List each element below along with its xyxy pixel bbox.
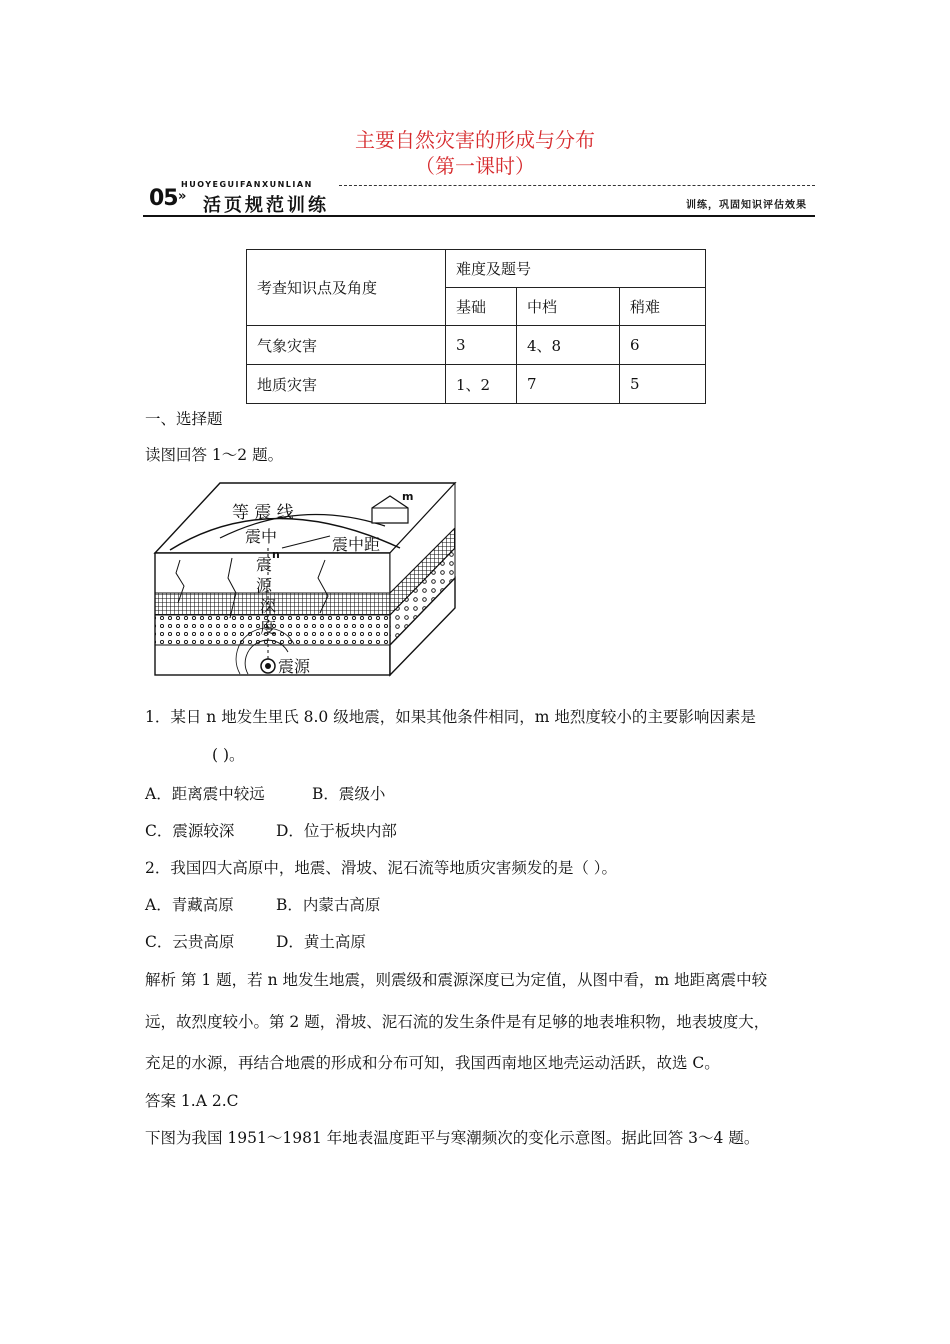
- question-intro: 读图回答 1～2 题。: [145, 446, 284, 464]
- question-1-option-c: C．震源较深: [145, 822, 235, 840]
- label-depth-char: 震: [256, 555, 273, 574]
- table-cell: 5: [620, 365, 706, 404]
- label-isoseismal: 等 震 线: [232, 503, 294, 523]
- table-cell: 3: [446, 326, 517, 365]
- label-depth-char: 源: [256, 576, 273, 595]
- question-2-stem: 2．我国四大高原中，地震、滑坡、泥石流等地质灾害频发的是（ ）。: [145, 859, 618, 877]
- banner-name: 活页规范训练: [203, 195, 329, 216]
- label-epicenter: 震中: [245, 527, 278, 546]
- analysis-line: 充足的水源，再结合地震的形成和分布可知，我国西南地区地壳运动活跃，故选 C。: [145, 1054, 720, 1072]
- analysis-line: 远，故烈度较小。第 2 题，滑坡、泥石流的发生条件是有足够的地表堆积物，地表坡度大，: [145, 1013, 770, 1031]
- banner-number: 05: [149, 186, 178, 211]
- table-level-hard: 稍难: [620, 288, 706, 326]
- table-head-right: 难度及题号: [446, 250, 706, 288]
- table-row: [247, 326, 706, 365]
- table-cell: 7: [517, 365, 620, 404]
- question-1-stem: 1．某日 n 地发生里氏 8.0 级地震，如果其他条件相同，m 地烈度较小的主要影响因素是: [145, 708, 756, 726]
- table-cell: 6: [620, 326, 706, 365]
- table-cell: 1、2: [446, 365, 517, 404]
- answer-line: 答案 1.A 2.C: [145, 1092, 239, 1110]
- table-row: [247, 365, 706, 404]
- table-level-basic: 基础: [446, 288, 517, 326]
- label-m: m: [402, 490, 414, 503]
- question-1-option-d: D．位于板块内部: [276, 822, 397, 840]
- label-depth-char: 度: [260, 618, 277, 637]
- analysis-line: 解析 第 1 题，若 n 地发生地震，则震级和震源深度已为定值，从图中看，m 地距离震中较: [145, 971, 768, 989]
- table-level-mid: 中档: [517, 288, 620, 326]
- question-2-option-d: D．黄土高原: [276, 933, 366, 951]
- label-depth-char: 深: [260, 597, 277, 616]
- section-heading: 一、选择题: [145, 410, 223, 428]
- page-subtitle: （第一课时）: [415, 154, 535, 178]
- label-focus: 震源: [278, 657, 311, 676]
- question-2-option-a: A．青藏高原: [145, 896, 234, 914]
- table-head-left: 考查知识点及角度: [247, 250, 446, 326]
- next-question-intro: 下图为我国 1951～1981 年地表温度距平与寒潮频次的变化示意图。据此回答 3～4 题。: [145, 1129, 760, 1147]
- banner-dotted-line: [339, 185, 815, 186]
- table-cell: 4、8: [517, 326, 620, 365]
- question-1-option-b: B．震级小: [312, 785, 386, 803]
- knowledge-table: [246, 249, 706, 404]
- question-2-option-b: B．内蒙古高原: [276, 896, 381, 914]
- banner-rule: [143, 215, 815, 217]
- banner-slogan: 训练，巩固知识评估效果: [686, 200, 807, 211]
- label-epicenter-distance: 震中距: [332, 535, 381, 554]
- earthquake-diagram-svg: [150, 478, 460, 688]
- question-2-option-c: C．云贵高原: [145, 933, 235, 951]
- earthquake-diagram: [150, 478, 460, 688]
- question-1-option-a: A．距离震中较远: [145, 785, 265, 803]
- table-cell: 地质灾害: [247, 365, 446, 404]
- question-1-blank: ( )。: [212, 746, 245, 764]
- table-cell: 气象灾害: [247, 326, 446, 365]
- page-title: 主要自然灾害的形成与分布: [355, 128, 595, 152]
- label-n: n: [272, 548, 280, 561]
- banner-pinyin: HUOYEGUIFANXUNLIAN: [181, 180, 313, 189]
- banner-chevron-icon: »: [178, 189, 187, 204]
- section-banner: [143, 180, 815, 217]
